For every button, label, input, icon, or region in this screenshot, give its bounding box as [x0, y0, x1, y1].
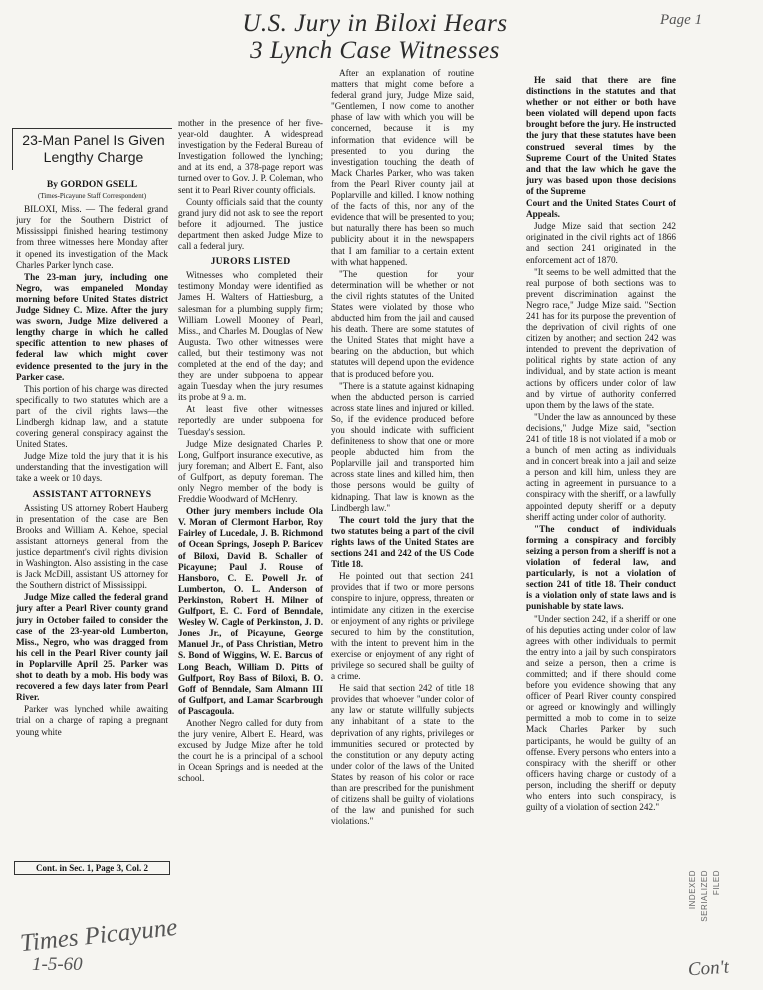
paragraph: "It seems to be well admitted that the real purpose of both sections was to prevent discrimination against the Negro race," Judge Mize said. "Section 241 has for its purpose the prevention of the deprivation of civil rights of one citizen by another; and section 242 was intended to prevent the deprivation of political rights by state action of any individual, and by state action is meant actions by officers under color of law and by virtue of authority conferred upon them by the laws of the state. — [526, 266, 676, 410]
paragraph: Judge Mize told the jury that it is his understanding that the investigation will take a week or 10 days. — [16, 451, 168, 484]
paragraph: The court told the jury that the two statutes being a part of the civil rights laws of the United States are sections 241 and 242 of the US Code Title 18. — [331, 514, 474, 570]
headline-line-1: U.S. Jury in Biloxi Hears — [242, 10, 508, 37]
paragraph: After an explanation of routine matters that might come before a federal grand jury, Judge Mize said, "Gentlemen, I now come to another phase of law with which you will be concerned, because it is my information that evidence will be presented to you during the investigation touching the death of Mack Charles Parker, who was taken from the Pearl River county jail at Poplarville and killed. I know nothing of the facts of this, nor any of the evidence that will be presented to you; but naturally there has been so much publicity about it in the newspapers that I am familiar to a certain extent with what happened. — [331, 68, 474, 267]
page-mark: Page 1 — [660, 12, 703, 28]
subheading: JURORS LISTED — [210, 256, 291, 268]
box-headline-line-2: Lengthy Charge — [43, 149, 144, 165]
headline — [185, 10, 565, 64]
subheading: ASSISTANT ATTORNEYS — [32, 488, 152, 500]
filing-stamp — [688, 870, 736, 932]
paragraph: Judge Mize said that section 242 originated in the civil rights act of 1866 and section 241 originated in the enforcement act of 1870. — [526, 221, 676, 265]
paragraph: He said that there are fine distinctions in the statutes and that whether or not either or both have been violated will depend upon facts brought before the jury. He instructed the jury that these statutes have been construed several times by the Supreme Court of the United States and that the law which he gave the jury was based upon those decisions of the Supreme — [526, 75, 676, 196]
byline-tag: (Times-Picayune Staff Correspondent) — [37, 192, 147, 201]
stamp-indexed: INDEXED — [688, 870, 697, 910]
byline-name: By GORDON GSELL — [46, 180, 138, 190]
continued-mark: Con't — [687, 956, 730, 981]
box-headline — [12, 128, 172, 170]
headline-line-2: 3 Lynch Case Witnesses — [250, 37, 500, 64]
paragraph: Other jury members include Ola V. Moran of Clermont Harbor, Roy Fairley of Lucedale, J. B. Richmond of Ocean Springs, Joseph P. Baricev of Biloxi, David B. Schaller of Picayune; Paul J. Rouse of Hansboro, C. E. Powell Jr. of Lumberton, O. L. Anderson of Perkinston, Robert H. Milner of Gulfport, E. C. Ford of Benndale, Wesley W. Cagle of Perkinston, J. D. Jones Jr., of Picayune, George Manuel Jr., of Pass Christian, Metro S. Bond of Wiggins, W. E. Barcus of Long Beach, William D. Pitts of Gulfport, Roy Bass of Biloxi, B. O. Goff of Benndale, Sam Almann III of Gulfport, and Lamar Scarbrough of Pascagoula. — [178, 506, 323, 716]
paragraph: "The conduct of individuals forming a conspiracy and forcibly seizing a person from a sheriff is not a violation of federal law, and particularly, is not a violation of section 241 of title 18. Their conduct is a violation only of state laws and is punishable by state laws. — [526, 523, 676, 612]
paragraph: This portion of his charge was directed specifically to two statutes which are a part of the civil rights laws—the Lindbergh kidnap law, and a statute covering general conspiracy against the United States. — [16, 383, 168, 450]
stamp-filed: FILED — [712, 870, 721, 896]
paragraph: At least five other witnesses reportedly are under subpoena for Tuesday's session. — [178, 404, 323, 437]
paragraph: He said that section 242 of title 18 provides that whoever "under color of any law or statute willfully subjects any inhabitant of a state to the deprivation of any rights, privileges or immunities secured or protected by the constitution or any deputy acting under color of the laws of the United States by reason of his color or race than are prescribed for the punishment of citizens shall be guilty of violations of the law and punished for such violations." — [331, 683, 474, 827]
column-3 — [331, 68, 474, 978]
paragraph: Assisting US attorney Robert Hauberg in presentation of the case are Ben Brooks and William A. Kehoe, special assistant attorneys general from the justice department's civil rights division in Washington. Also assisting in the case is Jack McDill, assistant US attorney for the Southern district of Mississippi. — [16, 502, 168, 591]
paragraph: He pointed out that section 241 provides that if two or more persons conspire to injure, oppress, threaten or intimidate any citizen in the exercise or enjoyment of any rights or privilege secured to him by the constitution, with the intent to prevent him in the exercise or enjoyment of any right of privilege so secured shall be guilty of a crime. — [331, 571, 474, 682]
handwritten-source: Times Picayune — [18, 913, 179, 958]
paragraph: "Under the law as announced by these decisions," Judge Mize said, "section 241 of title 18 is not violated if a mob or a bunch of men acting as individuals and in concert break into a jail and seize a person and kill him, unless they are acting in agreement in pursuance to a conspiracy with the sheriff, or a lawfully appointed deputy sheriff or a deputy sheriff acting under color of authority. — [526, 411, 676, 522]
stamp-serialized: SERIALIZED — [700, 870, 709, 922]
paragraph: Judge Mize designated Charles P. Long, Gulfport insurance executive, as jury foreman; and Albert E. Fant, also of Gulfport, as deputy foreman. The only Negro member of the body is Freddie Woodward of McHenry. — [178, 438, 323, 505]
box-headline-line-1: 23-Man Panel Is Given — [22, 132, 165, 148]
paragraph: "The question for your determination will be whether or not the civil rights statutes of the United States were violated by those who abducted him from the jail and caused his death. There are some statutes of the United States that might have a bearing on the abduction, but which statutes will depend upon the evidence that is produced before you. — [331, 268, 474, 379]
paragraph: Parker was lynched while awaiting trial on a charge of raping a pregnant young white — [16, 704, 168, 737]
paragraph: Court and the United States Court of Appeals. — [526, 198, 676, 220]
paragraph: mother in the presence of her five-year-old daughter. A widespread investigation by the Federal Bureau of Investigation followed the lynching; and at its end, a 378-page report was turned over to Gov. J. P. Coleman, who sent it to Pearl River county officials. — [178, 118, 323, 195]
column-2 — [178, 118, 323, 938]
continuation-line: Cont. in Sec. 1, Page 3, Col. 2 — [14, 861, 170, 875]
byline — [16, 180, 168, 202]
paragraph: County officials said that the county grand jury did not ask to see the report before it adjourned. The justice department then asked Judge Mize to call a federal jury. — [178, 196, 323, 252]
column-4 — [526, 75, 676, 975]
paragraph: BILOXI, Miss. — The federal grand jury for the Southern District of Mississippi finished hearing testimony from three witnesses here Monday after it opened its investigation of the Mack Charles Parker lynch case. — [16, 204, 168, 270]
paragraph: The 23-man jury, including one Negro, was empaneled Monday morning before United States district Judge Sidney C. Mize. After the jury was sworn, Judge Mize delivered a lengthy charge in which he called specific attention to new phases of federal law which might cover evidence presented to the jury in the Parker case. — [16, 271, 168, 382]
paragraph: Judge Mize called the federal grand jury after a Pearl River county grand jury in October failed to consider the case of the 23-year-old Lumberton, Miss., Negro, who was dragged from his cell in the Pearl River county jail in Poplarville April 25. Parker was shot to death by a mob. His body was recovered a few days later from Pearl River. — [16, 592, 168, 703]
paragraph: Witnesses who completed their testimony Monday were identified as James H. Walters of Hattiesburg, a salesman for a plumbing supply firm; William Lowell Mooney of Pearl, Miss., and Charles M. Douglas of New Augusta. Two other witnesses were called, but their testimony was not completed at the end of the day; and they are under subpoena to appear again Tuesday when the jury resumes its probe at 9 a. m. — [178, 270, 323, 403]
paragraph: "There is a statute against kidnaping when the abducted person is carried across state lines and injured or killed. So, if the evidence produced before you should indicate with sufficient definiteness to show that one or more people abducted him from the Poplarville jail and transported him across state lines and killed him, then those persons would be guilty of kidnaping. That law is known as the Lindbergh law." — [331, 380, 474, 513]
paragraph: Another Negro called for duty from the jury venire, Albert E. Heard, was excused by Judge Mize after he told the court he is a principal of a school in Ocean Springs and is needed at the school. — [178, 717, 323, 784]
paragraph: "Under section 242, if a sheriff or one of his deputies acting under color of law agrees with other individuals to permit the entry into a jail by such conspirators and seize a person, then a crime is committed; and if there should come before you evidence showing that any officer of Pearl River county conspired or agreed or knowingly and willingly permitted a mob to come in to seize Mack Charles Parker by such participants, he would be guilty of an offense. Every persons who enters into a conspiracy with the sheriff or other officers having charge or custody of a person, including the sheriff or deputy who enters into such conspiracy, is guilty of a violation of section 242." — [526, 613, 676, 813]
handwritten-date: 1-5-60 — [32, 954, 83, 975]
column-1 — [16, 180, 168, 852]
